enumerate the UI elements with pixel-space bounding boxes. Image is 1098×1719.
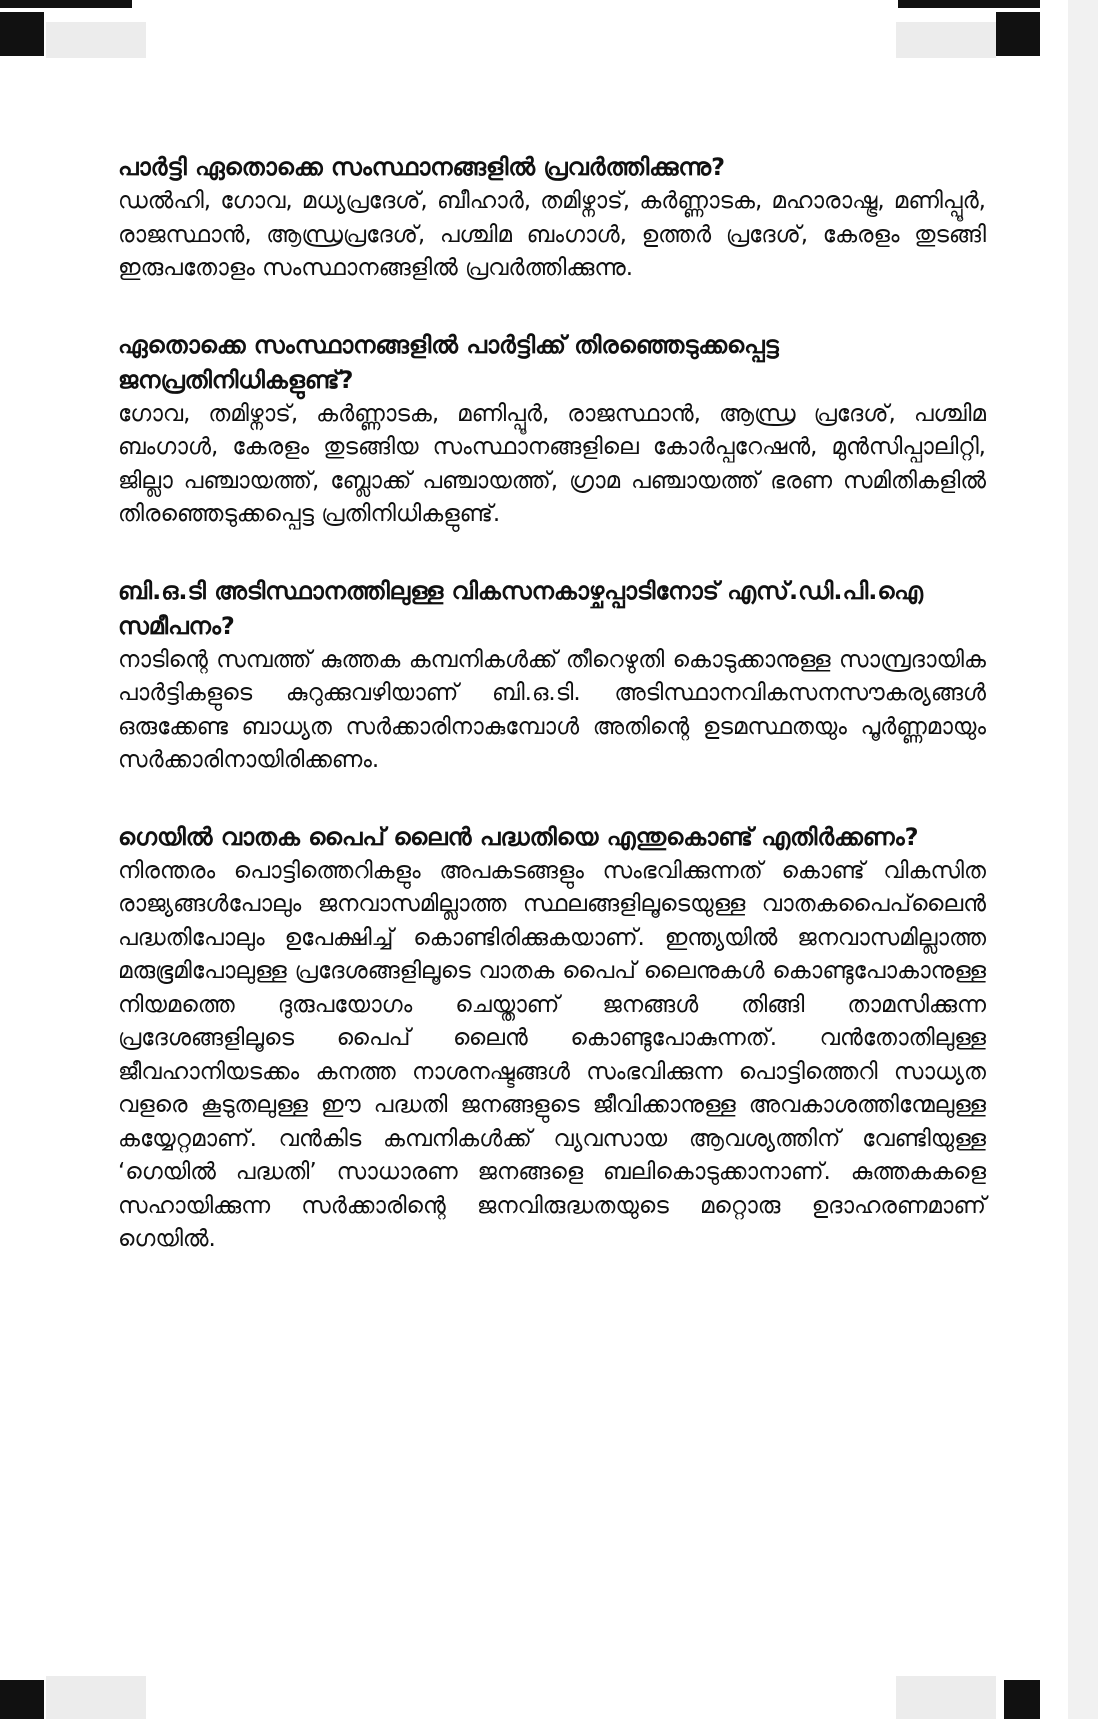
crop-mark-top-right — [996, 12, 1040, 56]
faq-answer: നാടിന്റെ സമ്പത്ത് കുത്തക കമ്പനികൾക്ക് തീറെഴുതി കൊടുക്കാനുള്ള സാമ്പ്രദായിക പാർട്ടികളുടെ കുറുക്കുവഴിയാണ് ബി.ഒ.ടി. അടിസ്ഥാനവികസനസൗകര്യങ്ങൾ ഒരുക്കേണ്ട ബാധ്യത സർക്കാരിനാകുമ്പോൾ അതിന്റെ ഉടമസ്ഥതയും പൂർണ്ണമായും സർക്കാരിനായിരിക്കണം. — [118, 646, 986, 773]
crop-mark-top-right-line — [898, 0, 1040, 8]
crop-mark-bottom-right — [1004, 1680, 1040, 1719]
registration-box-top-right — [896, 22, 996, 58]
registration-box-top-left — [46, 22, 146, 58]
crop-mark-top-left — [0, 12, 44, 56]
faq-section-states — [118, 150, 986, 286]
faq-question: പാർട്ടി ഏതൊക്കെ സംസ്ഥാനങ്ങളിൽ പ്രവർത്തിക്കുന്നു? — [118, 153, 726, 181]
crop-mark-bottom-left — [0, 1680, 44, 1719]
faq-question: ഗെയിൽ വാതക പൈപ് ലൈൻ പദ്ധതിയെ എന്തുകൊണ്ട് എതിർക്കണം? — [118, 822, 919, 851]
page-edge-strip — [1068, 0, 1098, 1719]
faq-question: ഏതൊക്കെ സംസ്ഥാനങ്ങളിൽ പാർട്ടിക്ക് തിരഞ്ഞെടുക്കപ്പെട്ട ജനപ്രതിനിധികളുണ്ട്? — [118, 330, 779, 394]
faq-section-representatives — [118, 328, 986, 532]
registration-box-bottom-right — [896, 1676, 996, 1719]
faq-answer: ഡൽഹി, ഗോവ, മധ്യപ്രദേശ്, ബീഹാർ, തമിഴ്നാട്, കർണ്ണാടക, മഹാരാഷ്ട്ര, മണിപ്പൂർ, രാജസ്ഥാൻ, ആന്ധ്രപ്രദേശ്, പശ്ചിമ ബംഗാൾ, ഉത്തർ പ്രദേശ്, കേരളം തുടങ്ങി ഇരുപതോളം സംസ്ഥാനങ്ങളിൽ പ്രവർത്തിക്കുന്നു. — [118, 188, 986, 281]
document-body — [118, 150, 986, 1299]
registration-box-bottom-left — [46, 1676, 146, 1719]
faq-section-gail — [118, 820, 986, 1257]
faq-question: ബി.ഒ.ടി അടിസ്ഥാനത്തിലുള്ള വികസനകാഴ്ചപ്പാടിനോട് എസ്.ഡി.പി.ഐ സമീപനം? — [118, 576, 924, 640]
faq-answer: ഗോവ, തമിഴ്നാട്, കർണ്ണാടക, മണിപ്പൂർ, രാജസ്ഥാൻ, ആന്ധ്ര പ്രദേശ്, പശ്ചിമ ബംഗാൾ, കേരളം തുടങ്ങിയ സംസ്ഥാനങ്ങളിലെ കോർപ്പറേഷൻ, മുൻസിപ്പാലിറ്റി, ജില്ലാ പഞ്ചായത്ത്, ബ്ലോക്ക് പഞ്ചായത്ത്, ഗ്രാമ പഞ്ചായത്ത് ഭരണ സമിതികളിൽ തിരഞ്ഞെടുക്കപ്പെട്ട പ്രതിനിധികളുണ്ട്. — [118, 400, 986, 527]
faq-answer: നിരന്തരം പൊട്ടിത്തെറികളും അപകടങ്ങളും സംഭവിക്കുന്നത് കൊണ്ട് വികസിത രാജ്യങ്ങൾപോലും ജനവാസമില്ലാത്ത സ്ഥലങ്ങളിലൂടെയുള്ള വാതകപൈപ്‌ലൈൻ പദ്ധതിപോലും ഉപേക്ഷിച്ച് കൊണ്ടിരിക്കുകയാണ്. ഇന്ത്യയിൽ ജനവാസമില്ലാത്ത മരുഭൂമിപോലുള്ള പ്രദേശങ്ങളിലൂടെ വാതക പൈപ് ലൈനുകൾ കൊണ്ടുപോകാനുള്ള നിയമത്തെ ദുരുപയോഗം ചെയ്താണ് ജനങ്ങൾ തിങ്ങി താമസിക്കുന്ന പ്രദേശങ്ങളിലൂടെ പൈപ് ലൈൻ കൊണ്ടുപോകുന്നത്. വൻതോതിലുള്ള ജീവഹാനിയടക്കം കനത്ത നാശനഷ്ടങ്ങൾ സംഭവിക്കുന്ന പൊട്ടിത്തെറി സാധ്യത വളരെ കൂടുതലുള്ള ഈ പദ്ധതി ജനങ്ങളുടെ ജീവിക്കാനുള്ള അവകാശത്തിന്മേലുള്ള കയ്യേറ്റമാണ്. വൻകിട കമ്പനികൾക്ക് വ്യവസായ ആവശ്യത്തിന് വേണ്ടിയുള്ള ‘ഗെയിൽ പദ്ധതി’ സാധാരണ ജനങ്ങളെ ബലികൊടുക്കാനാണ്. കുത്തകകളെ സഹായിക്കുന്ന സർക്കാരിന്റെ ജനവിരുദ്ധതയുടെ മറ്റൊരു ഉദാഹരണമാണ് ഗെയിൽ. — [118, 857, 986, 1252]
crop-mark-top-left-line — [0, 0, 132, 8]
faq-section-bot — [118, 574, 986, 778]
